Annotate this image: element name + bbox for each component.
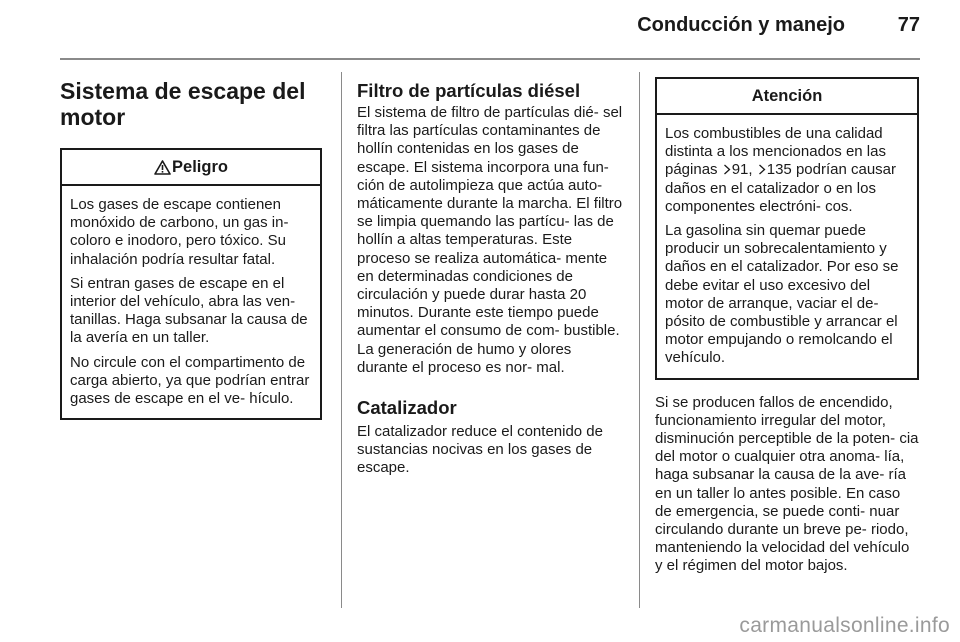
reference-separator: , — [748, 161, 757, 179]
watermark: carmanualsonline.info — [739, 614, 950, 637]
danger-paragraph-2: Si entran gases de escape en el interior del vehículo, abra las ven- tanillas. Haga subsanar la causa de la avería en un taller. — [70, 274, 308, 347]
section-title-catalyst: Catalizador — [357, 397, 457, 419]
column-particle-filter — [357, 80, 623, 478]
danger-box-header — [62, 150, 320, 186]
column-divider-2 — [639, 72, 640, 608]
catalyst-text: El catalizador reduce el contenido de sustancias nocivas en los gases de escape. — [357, 423, 603, 477]
danger-heading: Peligro — [172, 157, 228, 176]
section-title-particle-filter: Filtro de partículas diésel — [357, 80, 581, 101]
danger-box — [60, 148, 322, 420]
particle-filter-text: El sistema de filtro de partículas dié- sel filtra las partículas contaminantes de hollín contenidas en los gases de escape. El sistema incorpora una fun- ción de autolimpieza que actúa auto- máticamente durante la marcha. El filtro se limpia quemando las partícu- las de hollín a altas temperaturas. Este proceso se realiza automática- mente en determinadas condiciones de circulación y puede durar hasta 20 minutos. Durante este tiempo puede aumentar el consumo de com- bustible. La generación de humo y olores durante el proceso es nor- mal. — [357, 104, 623, 376]
section-title-exhaust: Sistema de escape del motor — [60, 78, 306, 130]
warning-triangle-icon — [154, 160, 171, 175]
attention-paragraph-2: La gasolina sin quemar puede producir un sobrecalentamiento y daños en el catalizador. Por eso se debe evitar el uso excesivo del motor de arranque, vaciar el de- pósito de combustible y arrancar el motor empujando o remolcando el vehículo. — [665, 222, 899, 367]
chapter-title: Conducción y manejo — [637, 14, 845, 36]
attention-box-body — [657, 115, 917, 378]
attention-text-start: Los combustibles de una calidad distinta a los mencionados en las páginas — [665, 125, 886, 179]
page-number: 77 — [897, 14, 920, 36]
page-reference-arrow-icon — [758, 164, 766, 175]
danger-paragraph-3: No circule con el compartimento de carga abierto, ya que podrían entrar gases de escape en el ve- hículo. — [70, 353, 310, 408]
page-reference-91[interactable]: 91 — [731, 161, 749, 179]
attention-paragraph-1 — [665, 125, 909, 216]
attention-box — [655, 77, 919, 380]
attention-text-end: podrían causar daños en el catalizador o en los componentes electróni- cos. — [665, 161, 897, 215]
danger-box-body — [62, 186, 320, 418]
column-divider-1 — [341, 72, 342, 608]
attention-heading: Atención — [751, 86, 823, 105]
page-reference-arrow-icon — [723, 164, 731, 175]
page-header — [60, 0, 920, 60]
column-attention — [655, 77, 919, 576]
page-reference-135[interactable]: 135 — [766, 161, 792, 179]
attention-box-header — [657, 79, 917, 115]
column-exhaust-system — [60, 78, 322, 420]
danger-paragraph-1: Los gases de escape contienen monóxido de carbono, un gas in- coloro e inodoro, pero tóxico. Su inhalación podría resultar fatal. — [70, 196, 289, 268]
misfire-text: Si se producen fallos de encendido, funcionamiento irregular del motor, disminución perceptible de la poten- cia del motor o cualquier otra anoma- lía, haga subsanar la causa de la ave- ría en un taller lo antes posible. En caso de emergencia, se puede conti- nuar circulando durante un breve pe- riodo, manteniendo la velocidad del vehículo y el régimen del motor bajos. — [655, 393, 919, 575]
